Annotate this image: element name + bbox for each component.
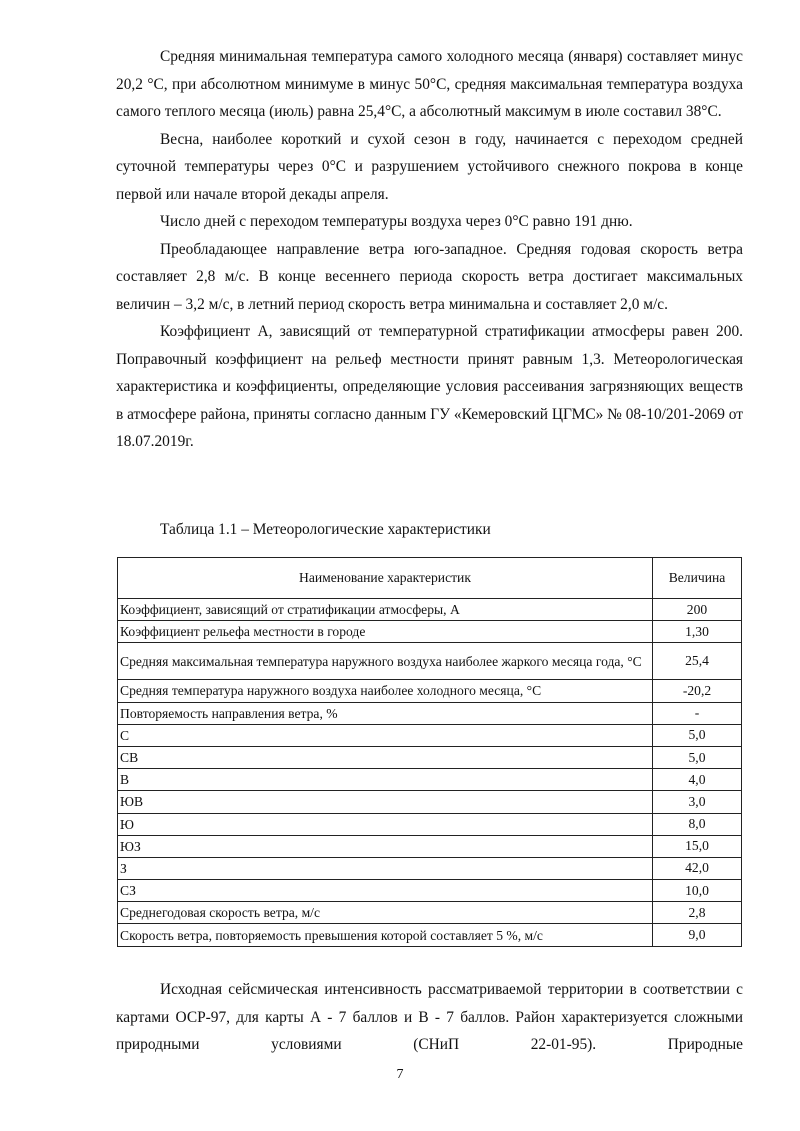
table-header-name: Наименование характеристик [118,558,653,599]
page-number: 7 [396,1067,404,1082]
row-value: 5,0 [653,746,742,768]
paragraph-temperature: Средняя минимальная температура самого холодного месяца (января) составляет минус 20,2 °С, при абсолютном минимуме в минус 50°С, средняя максимальная температура воздуха самого теплого месяца (июль) равна 25,4°С, а абсолютный максимум в июле составил 38°С. [116,48,743,120]
table-row [118,835,742,857]
table-row [118,702,742,724]
row-name: СЗ [118,880,653,902]
table-caption: Таблица 1.1 – Метеорологические характеристики [160,521,491,538]
table-header-value: Величина [653,558,742,599]
row-value: 200 [653,599,742,621]
table-row [118,680,742,702]
row-name: Коэффициент, зависящий от стратификации атмосферы, А [118,599,653,621]
row-name: Ю [118,813,653,835]
row-value: 42,0 [653,857,742,879]
row-name: ЮЗ [118,835,653,857]
meteo-table [117,557,742,947]
row-value: 8,0 [653,813,742,835]
row-name: Коэффициент рельефа местности в городе [118,621,653,643]
paragraph-coefficient: Коэффициент А, зависящий от температурной стратификации атмосферы равен 200. Поправочный коэффициент на рельеф местности принят равным 1,3. Метеорологическая характеристика и коэффициенты, определяющие условия рассеивания загрязняющих веществ в атмосфере района, приняты согласно данным ГУ «Кемеровский ЦГМС» № 08-10/201-2069 от 18.07.2019г. [116,323,743,450]
table-row [118,724,742,746]
row-value: -20,2 [653,680,742,702]
row-value: 10,0 [653,880,742,902]
row-value: 2,8 [653,902,742,924]
body-text-bottom [116,976,743,1059]
row-value: 4,0 [653,769,742,791]
table-row [118,599,742,621]
paragraph-spring: Весна, наиболее короткий и сухой сезон в году, начинается с переходом средней суточной температуры через 0°С и разрушением устойчивого снежного покрова в конце первой или начале второй декады апреля. [116,130,743,203]
table-row [118,643,742,680]
row-value: 25,4 [653,643,742,680]
row-name: СВ [118,746,653,768]
row-value: 15,0 [653,835,742,857]
table-row [118,791,742,813]
row-name: Скорость ветра, повторяемость превышения которой составляет 5 %, м/с [118,924,653,946]
row-value: 1,30 [653,621,742,643]
row-name: Повторяемость направления ветра, % [118,702,653,724]
paragraph-days: Число дней с переходом температуры воздуха через 0°С равно 191 дню. [160,213,633,230]
row-name: З [118,857,653,879]
row-value: 9,0 [653,924,742,946]
row-name: В [118,769,653,791]
row-name: Среднегодовая скорость ветра, м/с [118,902,653,924]
table-row [118,769,742,791]
row-value: - [653,702,742,724]
table-row [118,880,742,902]
table-row [118,902,742,924]
table-row [118,746,742,768]
table-row [118,857,742,879]
body-text-top [116,43,743,456]
row-value: 5,0 [653,724,742,746]
row-name: Средняя температура наружного воздуха наиболее холодного месяца, °С [118,680,653,702]
paragraph-seismic: Исходная сейсмическая интенсивность рассматриваемой территории в соответствии с картами ОСР-97, для карты А - 7 баллов и В - 7 баллов. Район характеризуется сложными природными условиями (СНиП 22-01-95). Природные [116,981,743,1053]
row-value: 3,0 [653,791,742,813]
table-row [118,924,742,946]
table-row [118,621,742,643]
row-name: Средняя максимальная температура наружного воздуха наиболее жаркого месяца года, °С [118,643,653,680]
table-row [118,813,742,835]
row-name: ЮВ [118,791,653,813]
paragraph-wind: Преобладающее направление ветра юго-западное. Средняя годовая скорость ветра составляет 2,8 м/с. В конце весеннего периода скорость ветра достигает максимальных величин – 3,2 м/с, в летний период скорость ветра минимальна и составляет 2,0 м/с. [116,240,743,313]
row-name: С [118,724,653,746]
